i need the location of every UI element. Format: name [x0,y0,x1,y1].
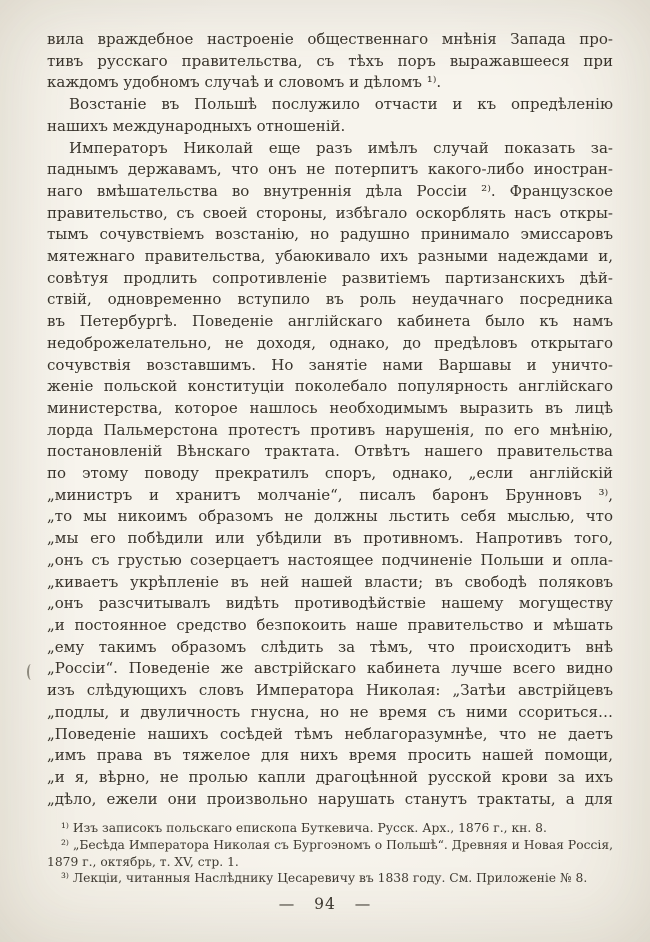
body-text-line: „онъ разсчитывалъ видѣть противодѣйствіе нашему могуществу [47,594,613,613]
body-text-line: вила враждебное настроеніе общественнаго мнѣнія Запада про- [47,30,613,48]
body-text-line: „Поведеніе нашихъ сосѣдей тѣмъ неблагоразумнѣе, что не даетъ [47,724,613,743]
body-text-line: постановленій Вѣнскаго трактата. Отвѣтъ нашего правительства [47,442,613,461]
body-text-line: „мы его побѣдили или убѣдили въ противномъ. Напротивъ того, [47,529,613,548]
body-text-line: „и постоянное средство безпокоить наше правительство и мѣшать [47,615,613,634]
body-text-line: Возстаніе въ Польшѣ послужило отчасти и къ опредѣленію [69,95,613,114]
footnote-line: ³⁾ Лекціи, читанныя Наслѣднику Цесаревичу въ 1838 году. См. Приложеніе № 8. [61,871,588,886]
body-text-line: „Россіи“. Поведеніе же австрійскаго кабинета лучше всего видно [47,659,613,678]
footnote-line: ²⁾ „Бесѣда Императора Николая съ Бургоэномъ о Польшѣ“. Древняя и Новая Россія, [61,837,613,852]
body-text-line: мятежнаго правительства, убаюкивало ихъ разными надеждами и, [47,247,613,266]
page-body-text [47,29,613,810]
body-text-line: въ Петербургѣ. Поведеніе англійскаго кабинета было къ намъ [47,312,613,331]
body-text-line: „министръ и хранитъ молчаніе“, писалъ баронъ Брунновъ ³⁾, [47,485,613,504]
body-text-line: Императоръ Николай еще разъ имѣлъ случай показать за- [69,138,613,157]
body-text-line: „дѣло, ежели они произвольно нарушать станутъ трактаты, а для [47,789,613,808]
body-text-line: паднымъ державамъ, что онъ не потерпитъ какого-либо иностран- [47,160,613,179]
footnote-line: ¹⁾ Изъ записокъ польскаго епископа Буткевича. Русск. Арх., 1876 г., кн. 8. [61,821,547,835]
body-text-line: по этому поводу прекратилъ споръ, однако, „если англійскій [47,464,613,483]
body-text-line: „подлы, и двуличность гнусна, но не время съ ними ссориться… [47,702,613,721]
page-number: — 94 — [278,895,372,913]
body-text-line: нашихъ международныхъ отношеній. [47,116,346,135]
body-text-line: изъ слѣдующихъ словъ Императора Николая: „Затѣи австрійцевъ [47,681,613,700]
body-text-line: женіе польской конституціи поколебало популярность англійскаго [47,377,613,396]
body-text-line: совѣтуя продлить сопротивленіе развитіемъ партизанскихъ дѣй- [47,268,613,287]
body-text-line: каждомъ удобномъ случаѣ и словомъ и дѣломъ ¹⁾. [47,73,442,92]
body-text-line: министерства, которое нашлось необходимымъ выразить въ лицѣ [47,398,613,417]
body-text-line: „ему такимъ образомъ слѣдить за тѣмъ, что происходитъ внѣ [47,637,613,656]
footnote-line: 1879 г., октябрь, т. XV, стр. 1. [47,854,239,869]
body-text-line: „имъ права въ тяжелое для нихъ время просить нашей помощи, [47,746,613,765]
body-text-line: недоброжелательно, не доходя, однако, до предѣловъ открытаго [47,333,613,352]
body-text-line: наго вмѣшательства во внутреннія дѣла Россіи ²⁾. Французское [47,181,613,200]
body-text-line: правительство, съ своей стороны, избѣгало оскорблять насъ откры- [47,203,613,222]
body-text-line: „и я, вѣрно, не пролью капли драгоцѣнной русской крови за ихъ [47,767,613,786]
body-text-line: лорда Пальмерстона протестъ противъ нарушенія, по его мнѣнію, [47,420,613,439]
body-text-line: „то мы никоимъ образомъ не должны льстить себя мыслью, что [47,507,613,526]
body-text-line: тымъ сочувствіемъ возстанію, но радушно принимало эмиссаровъ [47,225,613,244]
body-text-line: „киваетъ укрѣпленіе въ ней нашей власти; въ свободѣ поляковъ [47,572,613,591]
footnotes-block [47,820,613,887]
body-text-line: тивъ русскаго правительства, съ тѣхъ поръ выражавшееся при [47,51,613,70]
margin-ink-mark [27,664,35,680]
body-text-line: ствій, одновременно вступило въ роль неудачнаго посредника [47,290,613,309]
body-text-line: сочувствія возставшимъ. Но занятіе нами Варшавы и уничто- [47,355,613,374]
body-text-line: „онъ съ грустью созерцаетъ настоящее подчиненіе Польши и опла- [47,550,613,569]
